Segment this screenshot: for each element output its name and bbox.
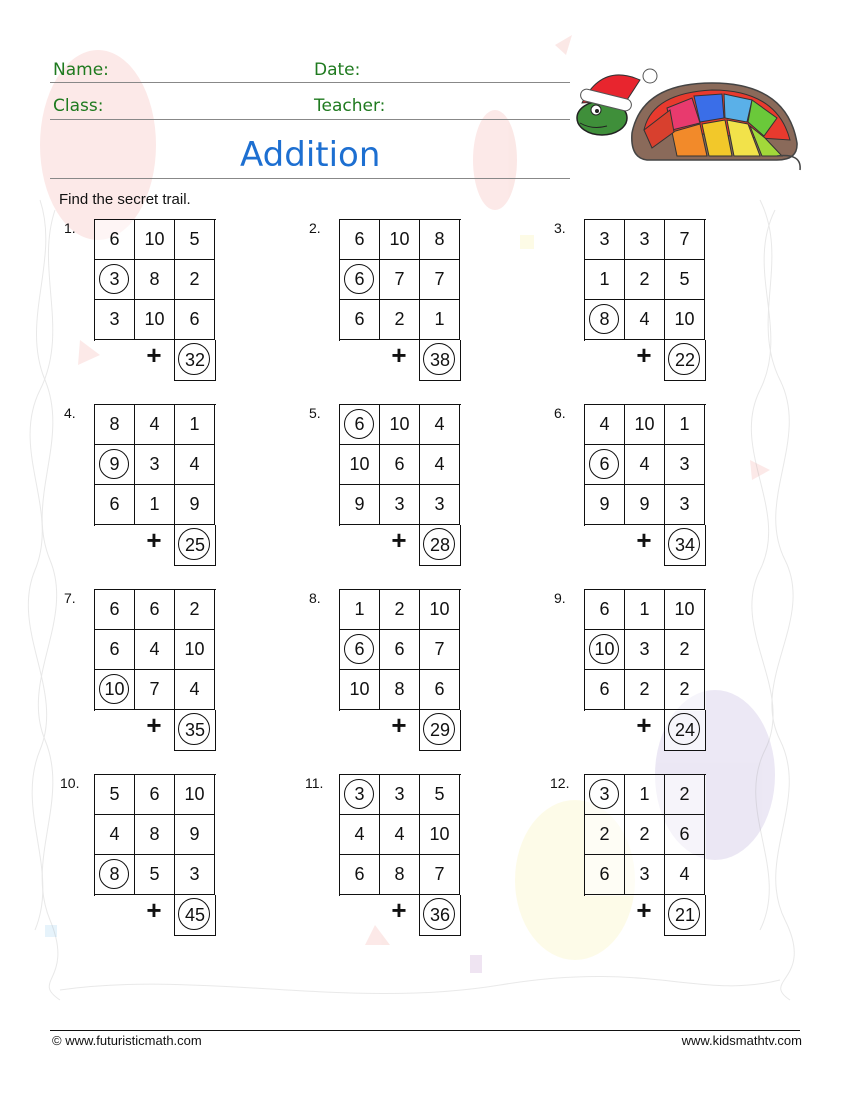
grid-cell: 1 <box>625 775 665 815</box>
grid-cell: 6 <box>585 670 625 710</box>
grid-cell: 2 <box>625 815 665 855</box>
grid-cell: 2 <box>380 590 420 630</box>
number-grid <box>339 589 461 711</box>
grid-cell: 10 <box>380 405 420 445</box>
number-grid <box>339 404 461 526</box>
grid-cell: 4 <box>380 815 420 855</box>
divider <box>50 178 570 179</box>
grid-cell: 7 <box>135 670 175 710</box>
turtle-mascot-icon <box>572 48 807 178</box>
grid-cell-start: 3 <box>585 775 625 815</box>
grid-cell: 1 <box>665 405 705 445</box>
plus-sign: + <box>146 710 162 740</box>
problem-number: 11. <box>305 775 324 791</box>
problem-number: 5. <box>309 405 321 421</box>
grid-cell: 4 <box>95 815 135 855</box>
grid-cell: 4 <box>665 855 705 895</box>
grid-cell: 2 <box>380 300 420 340</box>
grid-cell: 6 <box>340 855 380 895</box>
grid-cell: 5 <box>95 775 135 815</box>
grid-cell: 2 <box>175 590 215 630</box>
grid-cell-start: 10 <box>95 670 135 710</box>
problem-number: 2. <box>309 220 321 236</box>
grid-cell: 3 <box>665 485 705 525</box>
grid-cell: 6 <box>340 300 380 340</box>
grid-cell: 2 <box>665 775 705 815</box>
problem-number: 9. <box>554 590 566 606</box>
grid-cell: 4 <box>135 630 175 670</box>
number-grid <box>94 774 216 896</box>
sum-box: 38 <box>419 340 461 381</box>
grid-cell: 10 <box>420 815 460 855</box>
problem-number: 3. <box>554 220 566 236</box>
plus-sign: + <box>391 710 407 740</box>
grid-cell: 6 <box>135 775 175 815</box>
grid-cell: 6 <box>380 445 420 485</box>
grid-cell-start: 3 <box>95 260 135 300</box>
problem-number: 4. <box>64 405 76 421</box>
grid-cell-start: 8 <box>95 855 135 895</box>
grid-cell: 5 <box>175 220 215 260</box>
grid-cell: 8 <box>380 855 420 895</box>
problem-number: 6. <box>554 405 566 421</box>
grid-cell-start: 8 <box>585 300 625 340</box>
grid-cell: 3 <box>625 630 665 670</box>
grid-cell: 3 <box>95 300 135 340</box>
grid-cell: 4 <box>625 300 665 340</box>
grid-cell: 6 <box>380 630 420 670</box>
grid-cell: 1 <box>420 300 460 340</box>
plus-sign: + <box>146 895 162 925</box>
grid-cell: 5 <box>420 775 460 815</box>
grid-cell: 7 <box>420 630 460 670</box>
grid-cell: 3 <box>135 445 175 485</box>
grid-cell-start: 3 <box>340 775 380 815</box>
grid-cell-start: 10 <box>585 630 625 670</box>
grid-cell: 10 <box>625 405 665 445</box>
name-label: Name: <box>53 60 109 80</box>
date-label: Date: <box>314 60 361 80</box>
grid-cell: 4 <box>175 670 215 710</box>
divider <box>50 82 570 83</box>
grid-cell-start: 6 <box>340 630 380 670</box>
grid-cell: 4 <box>175 445 215 485</box>
grid-cell: 2 <box>665 630 705 670</box>
grid-cell: 10 <box>665 590 705 630</box>
plus-sign: + <box>391 340 407 370</box>
sum-box: 45 <box>174 895 216 936</box>
grid-cell: 7 <box>420 260 460 300</box>
grid-cell: 4 <box>420 445 460 485</box>
grid-cell: 9 <box>175 815 215 855</box>
grid-cell: 1 <box>585 260 625 300</box>
problem-number: 8. <box>309 590 321 606</box>
grid-cell: 3 <box>175 855 215 895</box>
page-title: Addition <box>240 135 381 175</box>
grid-cell: 5 <box>665 260 705 300</box>
sum-box: 35 <box>174 710 216 751</box>
teacher-label: Teacher: <box>314 96 386 116</box>
grid-cell: 1 <box>135 485 175 525</box>
grid-cell: 7 <box>665 220 705 260</box>
grid-cell: 8 <box>95 405 135 445</box>
footer-divider <box>50 1030 800 1031</box>
number-grid <box>94 404 216 526</box>
grid-cell-start: 6 <box>340 260 380 300</box>
grid-cell: 3 <box>625 220 665 260</box>
grid-cell: 3 <box>420 485 460 525</box>
grid-cell: 5 <box>135 855 175 895</box>
plus-sign: + <box>636 895 652 925</box>
sum-box: 34 <box>664 525 706 566</box>
plus-sign: + <box>636 340 652 370</box>
grid-cell: 4 <box>420 405 460 445</box>
grid-cell: 1 <box>340 590 380 630</box>
grid-cell: 9 <box>340 485 380 525</box>
grid-cell: 10 <box>175 775 215 815</box>
grid-cell: 6 <box>585 855 625 895</box>
grid-cell: 10 <box>135 220 175 260</box>
grid-cell: 6 <box>135 590 175 630</box>
plus-sign: + <box>636 710 652 740</box>
grid-cell: 10 <box>175 630 215 670</box>
number-grid <box>339 219 461 341</box>
sum-box: 21 <box>664 895 706 936</box>
divider <box>50 119 570 120</box>
plus-sign: + <box>146 340 162 370</box>
number-grid <box>339 774 461 896</box>
number-grid <box>584 774 706 896</box>
grid-cell: 10 <box>420 590 460 630</box>
grid-cell: 6 <box>340 220 380 260</box>
grid-cell: 3 <box>665 445 705 485</box>
problem-number: 7. <box>64 590 76 606</box>
grid-cell: 10 <box>135 300 175 340</box>
problem-number: 1. <box>64 220 76 236</box>
sum-box: 22 <box>664 340 706 381</box>
grid-cell: 6 <box>95 220 135 260</box>
sum-box: 28 <box>419 525 461 566</box>
plus-sign: + <box>636 525 652 555</box>
grid-cell: 10 <box>340 445 380 485</box>
grid-cell: 8 <box>380 670 420 710</box>
sum-box: 32 <box>174 340 216 381</box>
grid-cell: 2 <box>175 260 215 300</box>
number-grid <box>94 589 216 711</box>
grid-cell: 6 <box>175 300 215 340</box>
sum-box: 29 <box>419 710 461 751</box>
sum-box: 24 <box>664 710 706 751</box>
problem-number: 10. <box>60 775 80 791</box>
grid-cell-start: 6 <box>585 445 625 485</box>
grid-cell-start: 6 <box>340 405 380 445</box>
plus-sign: + <box>391 895 407 925</box>
number-grid <box>94 219 216 341</box>
grid-cell: 2 <box>585 815 625 855</box>
grid-cell: 1 <box>625 590 665 630</box>
grid-cell: 3 <box>380 485 420 525</box>
sum-box: 36 <box>419 895 461 936</box>
plus-sign: + <box>391 525 407 555</box>
grid-cell: 9 <box>585 485 625 525</box>
grid-cell: 9 <box>625 485 665 525</box>
grid-cell: 2 <box>665 670 705 710</box>
grid-cell: 3 <box>625 855 665 895</box>
grid-cell: 8 <box>135 260 175 300</box>
grid-cell: 6 <box>585 590 625 630</box>
grid-cell: 6 <box>95 485 135 525</box>
number-grid <box>584 219 706 341</box>
footer-website: www.kidsmathtv.com <box>681 1033 802 1048</box>
grid-cell: 4 <box>585 405 625 445</box>
grid-cell: 3 <box>585 220 625 260</box>
grid-cell: 2 <box>625 670 665 710</box>
class-label: Class: <box>53 96 104 116</box>
instruction-text: Find the secret trail. <box>59 191 191 208</box>
grid-cell: 6 <box>665 815 705 855</box>
grid-cell: 8 <box>420 220 460 260</box>
grid-cell: 6 <box>95 630 135 670</box>
grid-cell: 10 <box>665 300 705 340</box>
plus-sign: + <box>146 525 162 555</box>
grid-cell: 1 <box>175 405 215 445</box>
grid-cell: 6 <box>420 670 460 710</box>
grid-cell: 9 <box>175 485 215 525</box>
grid-cell: 2 <box>625 260 665 300</box>
footer-copyright: © www.futuristicmath.com <box>52 1033 202 1048</box>
grid-cell: 4 <box>340 815 380 855</box>
grid-cell-start: 9 <box>95 445 135 485</box>
grid-cell: 7 <box>420 855 460 895</box>
grid-cell: 10 <box>380 220 420 260</box>
grid-cell: 7 <box>380 260 420 300</box>
problem-number: 12. <box>550 775 570 791</box>
grid-cell: 3 <box>380 775 420 815</box>
sum-box: 25 <box>174 525 216 566</box>
grid-cell: 8 <box>135 815 175 855</box>
grid-cell: 4 <box>135 405 175 445</box>
grid-cell: 10 <box>340 670 380 710</box>
number-grid <box>584 404 706 526</box>
grid-cell: 6 <box>95 590 135 630</box>
number-grid <box>584 589 706 711</box>
grid-cell: 4 <box>625 445 665 485</box>
